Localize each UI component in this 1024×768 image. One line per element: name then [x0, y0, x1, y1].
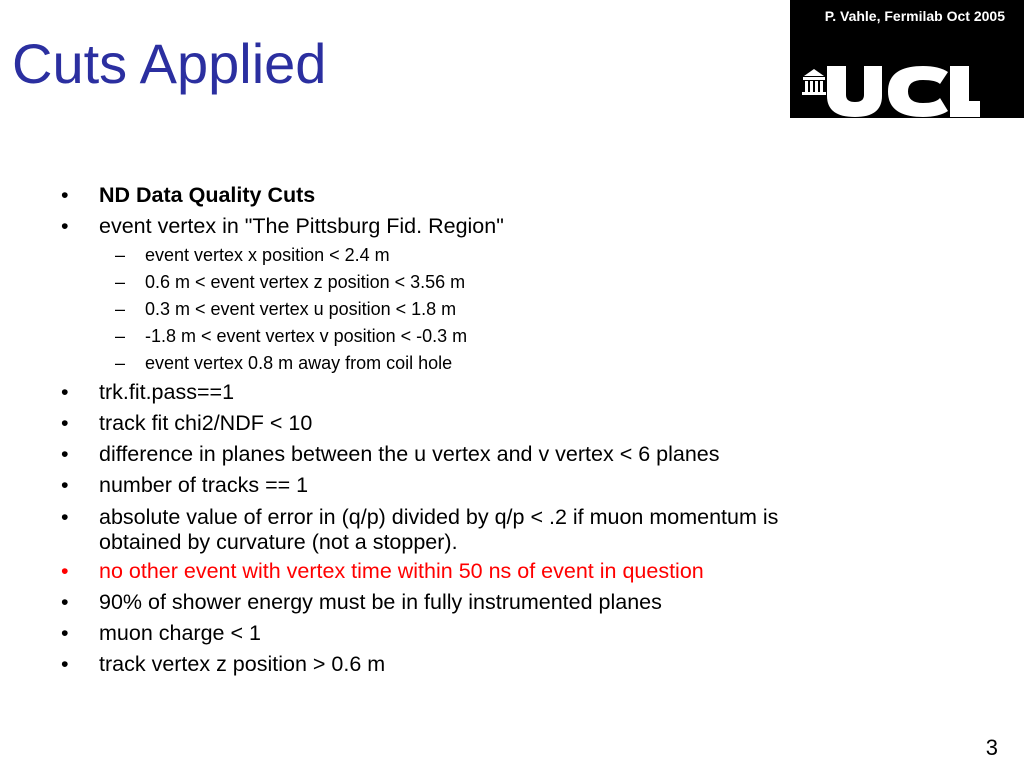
dash-marker: –	[115, 353, 126, 373]
sub-bullet-text: event vertex x position < 2.4 m	[145, 245, 390, 265]
bullet-text: trk.fit.pass==1	[99, 380, 235, 404]
bullet-marker: •	[61, 473, 69, 497]
bullet-text: ND Data Quality Cuts	[99, 183, 316, 207]
logo-letter-u	[827, 66, 882, 117]
bullet-marker: •	[61, 621, 69, 645]
bullet-text: track vertex z position > 0.6 m	[99, 652, 386, 676]
bullet-text: 90% of shower energy must be in fully instrumented planes	[99, 590, 662, 614]
sub-bullet-text: event vertex 0.8 m away from coil hole	[145, 353, 453, 373]
ucl-logo	[790, 0, 1024, 118]
dash-marker: –	[115, 272, 126, 292]
ucl-logo-panel	[790, 0, 1024, 118]
bullet-text: no other event with vertex time within 50 ns of event in question	[99, 559, 704, 583]
bullet-marker: •	[61, 411, 69, 435]
page-number: 3	[985, 735, 998, 760]
bullet-marker: •	[61, 380, 69, 404]
bullet-marker: •	[61, 442, 69, 466]
author-credit: P. Vahle, Fermilab Oct 2005	[824, 8, 1005, 24]
bullet-marker: •	[61, 183, 69, 207]
sub-bullet-text: -1.8 m < event vertex v position < -0.3 m	[145, 326, 468, 346]
bullet-text: track fit chi2/NDF < 10	[99, 411, 313, 435]
bullet-marker: •	[61, 559, 69, 583]
bullet-text: difference in planes between the u vertex and v vertex < 6 planes	[99, 442, 720, 466]
dash-marker: –	[115, 326, 126, 346]
slide-title: Cuts Applied	[12, 32, 327, 95]
dash-marker: –	[115, 245, 126, 265]
portico-icon	[802, 69, 826, 95]
bullet-marker: •	[61, 652, 69, 676]
bullet-text: number of tracks == 1	[99, 473, 309, 497]
bullet-text-line-1: absolute value of error in (q/p) divided by q/p < .2 if muon momentum is	[99, 505, 779, 529]
sub-bullet-text: 0.6 m < event vertex z position < 3.56 m	[145, 272, 466, 292]
bullet-marker: •	[61, 590, 69, 614]
bullet-text: event vertex in "The Pittsburg Fid. Region"	[99, 214, 504, 238]
dash-marker: –	[115, 299, 126, 319]
sub-bullet-text: 0.3 m < event vertex u position < 1.8 m	[145, 299, 457, 319]
logo-letter-l	[950, 66, 980, 117]
logo-letter-c	[888, 66, 948, 117]
bullet-text-line-2: obtained by curvature (not a stopper).	[99, 530, 458, 554]
bullet-marker: •	[61, 214, 69, 238]
bullet-text: muon charge < 1	[99, 621, 261, 645]
bullet-marker: •	[61, 505, 69, 529]
